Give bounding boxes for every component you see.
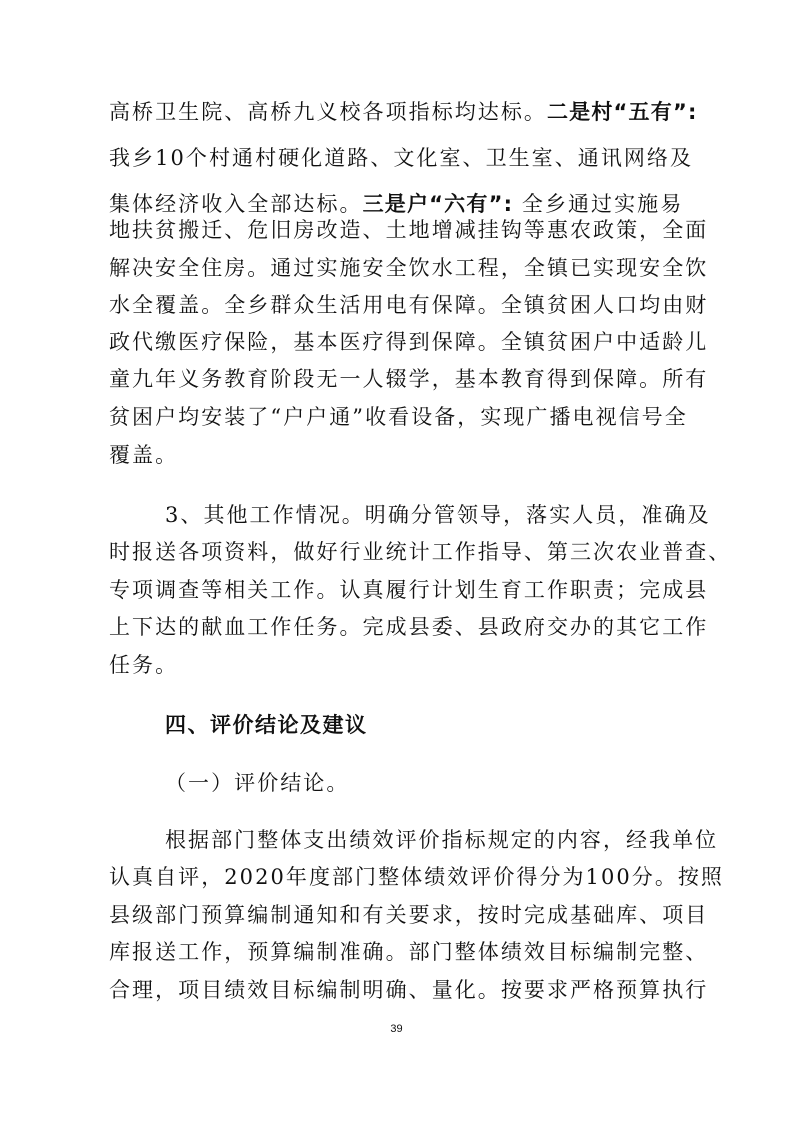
text-run: 集体经济收入全部达标。 — [109, 192, 363, 216]
paragraph-1-line-6: 水全覆盖。全乡群众生活用电有保障。全镇贫困人口均由财 — [109, 293, 709, 317]
paragraph-3-line-2: 认真自评，2020年度部门整体绩效评价得分为100分。按照 — [109, 865, 724, 889]
paragraph-3-line-3: 县级部门预算编制通知和有关要求，按时完成基础库、项目 — [109, 903, 709, 927]
bold-text-run: 二是村“五有”: — [546, 100, 698, 124]
paragraph-1-line-8: 童九年义务教育阶段无一人辍学，基本教育得到保障。所有 — [109, 367, 709, 391]
paragraph-1-line-9: 贫困户均安装了“户户通”收看设备，实现广播电视信号全 — [109, 405, 688, 429]
paragraph-1-line-2: 我乡10个村通村硬化道路、文化室、卫生室、通讯网络及 — [109, 146, 694, 170]
paragraph-2-line-2: 时报送各项资料，做好行业统计工作指导、第三次农业普查、 — [109, 540, 732, 564]
section-heading: 四、评价结论及建议 — [165, 713, 368, 737]
paragraph-2-line-1: 3、其他工作情况。明确分管领导，落实人员，准确及 — [165, 503, 711, 527]
paragraph-1-line-1 — [109, 97, 698, 127]
paragraph-1-line-10: 覆盖。 — [109, 443, 179, 467]
paragraph-2-line-5: 任务。 — [109, 653, 179, 677]
paragraph-1-line-4: 地扶贫搬迁、危旧房改造、土地增减挂钩等惠农政策，全面 — [109, 218, 709, 242]
paragraph-3-line-4: 库报送工作，预算编制准确。部门整体绩效目标编制完整、 — [109, 940, 709, 964]
paragraph-1-line-5: 解决安全住房。通过实施安全饮水工程，全镇已实现安全饮 — [109, 256, 709, 280]
paragraph-3-line-1: 根据部门整体支出绩效评价指标规定的内容，经我单位 — [165, 828, 719, 852]
paragraph-3-line-5: 合理，项目绩效目标编制明确、量化。按要求严格预算执行 — [109, 978, 709, 1002]
text-run: 高桥卫生院、高桥九义校各项指标均达标。 — [109, 100, 547, 124]
subsection-heading: （一）评价结论。 — [165, 771, 350, 795]
page-number: 39 — [390, 1023, 403, 1035]
paragraph-2-line-3: 专项调查等相关工作。认真履行计划生育工作职责；完成县 — [109, 578, 709, 602]
text-run: 全乡通过实施易 — [513, 192, 684, 216]
paragraph-2-line-4: 上下达的献血工作任务。完成县委、县政府交办的其它工作 — [109, 615, 709, 639]
paragraph-1-line-7: 政代缴医疗保险，基本医疗得到保障。全镇贫困户中适龄儿 — [109, 330, 709, 354]
bold-text-run: 三是户“六有”: — [362, 192, 514, 216]
